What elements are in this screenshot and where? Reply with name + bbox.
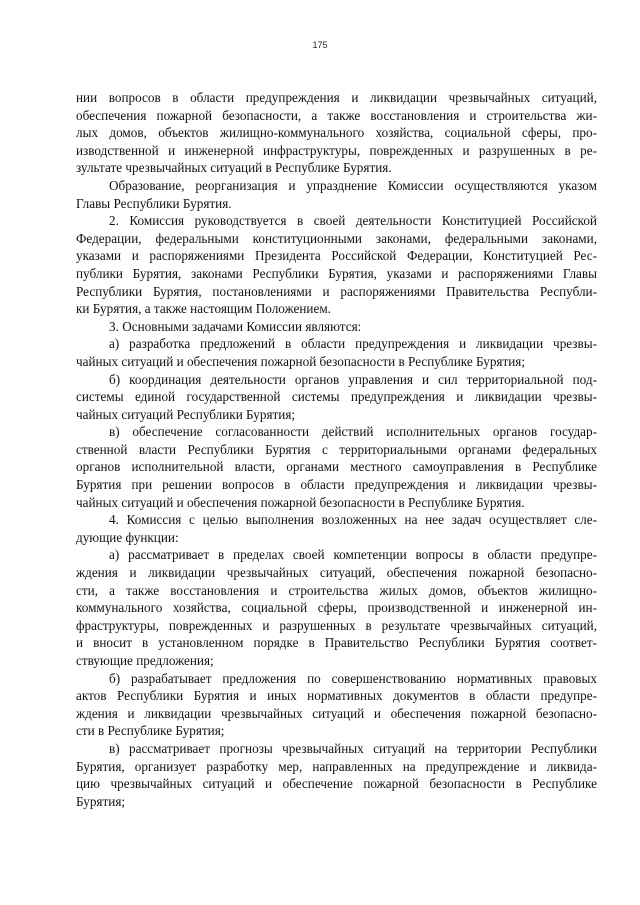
text-line: публики Бурятия, законами Республики Бурятия, указами и распоряжениями Главы	[76, 265, 597, 281]
page-number: 175	[312, 40, 328, 50]
text-line: Республики Бурятия, постановлениями и распоряжениями Правительства Республи-	[76, 283, 597, 299]
document-body	[76, 89, 597, 810]
text-line: системы единой государственной системы предупреждения и ликвидации чрезвы-	[76, 389, 597, 405]
text-line: 4. Комиссия с целью выполнения возложенных на нее задач осуществляет сле-	[109, 512, 597, 528]
text-line: цию чрезвычайных ситуаций и обеспечение пожарной безопасности в Республике	[76, 776, 597, 792]
text-line: сти, а также восстановления и строительства жилых домов, объектов жилищно-	[76, 582, 597, 598]
text-line: Федерации, федеральными конституционными законами, федеральными законами,	[76, 230, 597, 246]
text-line: нии вопросов в области предупреждения и ликвидации чрезвычайных ситуаций,	[76, 90, 597, 105]
text-line: сти в Республике Бурятия;	[76, 723, 225, 739]
text-line: чайных ситуаций и обеспечения пожарной безопасности в Республике Бурятия.	[76, 494, 525, 510]
paragraph	[76, 511, 597, 546]
text-line: ственной власти Республики Бурятия с территориальными органами федеральных	[76, 441, 597, 457]
text-line: обеспечения пожарной безопасности, а также восстановления и строительства жи-	[76, 107, 597, 123]
text-line: ждения и ликвидации чрезвычайных ситуаций и обеспечения пожарной безопасно-	[76, 705, 597, 721]
text-line: коммунального хозяйства, социальной сферы, производственной и инженерной ин-	[76, 600, 597, 616]
paragraph	[76, 740, 597, 810]
text-line: б) разрабатывает предложения по совершенствованию нормативных правовых	[109, 670, 597, 686]
text-line: ждения и ликвидации чрезвычайных ситуаций, обеспечения пожарной безопасно-	[76, 565, 597, 581]
paragraph	[76, 423, 597, 511]
text-line: зультате чрезвычайных ситуаций в Республике Бурятия.	[76, 160, 392, 176]
text-line: дующие функции:	[76, 529, 179, 545]
text-line: Бурятия при решении вопросов в области предупреждения и ликвидации чрезвы-	[76, 477, 597, 493]
paragraph	[76, 371, 597, 424]
text-line: изводственной и инженерной инфраструктуры, поврежденных и разрушенных в ре-	[76, 142, 597, 158]
text-line: Образование, реорганизация и упразднение Комиссии осуществляются указом	[109, 177, 597, 193]
text-line: Главы Республики Бурятия.	[76, 195, 232, 211]
text-line: лых домов, объектов жилищно-коммунального хозяйства, социальной сферы, про-	[76, 125, 597, 141]
text-line: и вносит в установленном порядке в Правительство Республики Бурятия соответ-	[76, 635, 597, 651]
text-line: а) разработка предложений в области предупреждения и ликвидации чрезвы-	[109, 336, 597, 352]
text-line: чайных ситуаций Республики Бурятия;	[76, 406, 296, 422]
paragraph	[76, 670, 597, 740]
text-line: а) рассматривает в пределах своей компетенции вопросы в области предупре-	[109, 547, 597, 563]
text-line: органов исполнительной власти, органами местного самоуправления в Республике	[76, 459, 597, 475]
text-line: б) координация деятельности органов управления и сил территориальной под-	[109, 371, 597, 387]
paragraph	[76, 177, 597, 212]
text-line: 2. Комиссия руководствуется в своей деятельности Конституцией Российской	[109, 213, 597, 229]
paragraph	[76, 335, 597, 370]
text-line: актов Республики Бурятия и иных нормативных документов в области предупре-	[76, 688, 597, 704]
text-line: 3. Основными задачами Комиссии являются:	[109, 318, 362, 334]
paragraph	[76, 89, 597, 177]
text-line: Бурятия;	[76, 793, 126, 809]
text-line: ствующие предложения;	[76, 653, 214, 668]
paragraph	[76, 318, 597, 336]
text-line: в) рассматривает прогнозы чрезвычайных ситуаций на территории Республики	[109, 740, 597, 756]
text-line: Бурятия, организует разработку мер, направленных на предупреждение и ликвида-	[76, 758, 597, 774]
text-line: указами и распоряжениями Президента Российской Федерации, Конституцией Рес-	[76, 248, 597, 264]
text-line: фраструктуры, поврежденных и разрушенных в результате чрезвычайных ситуаций,	[76, 617, 597, 633]
text-line: в) обеспечение согласованности действий исполнительных органов государ-	[109, 424, 597, 440]
text-line: чайных ситуаций и обеспечения пожарной безопасности в Республике Бурятия;	[76, 353, 526, 369]
paragraph	[76, 212, 597, 318]
paragraph	[76, 546, 597, 669]
text-line: ки Бурятия, а также настоящим Положением.	[76, 301, 331, 317]
